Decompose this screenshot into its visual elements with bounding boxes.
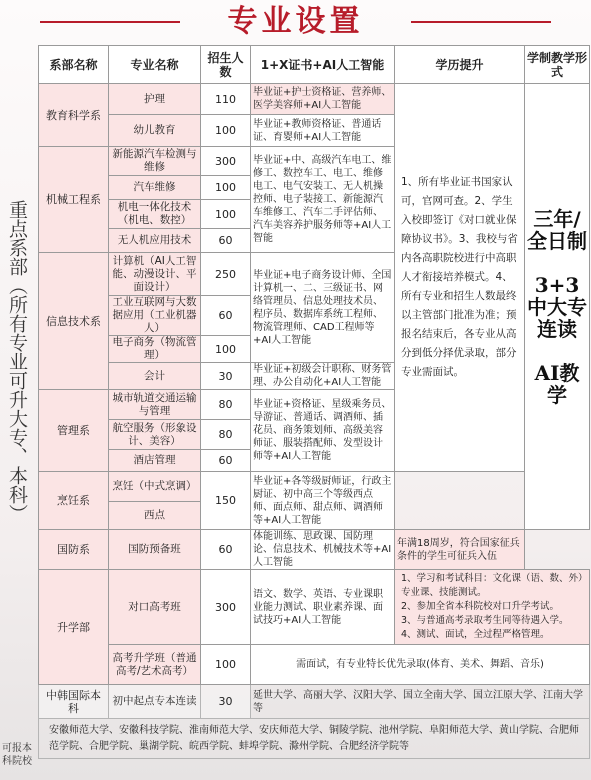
enroll-count: 30 — [201, 363, 251, 390]
major-name: 西点 — [109, 502, 201, 530]
study-mode — [525, 84, 590, 530]
major-name: 会计 — [109, 363, 201, 390]
table-row — [39, 570, 590, 645]
table-row — [39, 685, 590, 719]
program-table — [38, 45, 590, 759]
enroll-count: 100 — [201, 176, 251, 200]
enroll-count: 80 — [201, 420, 251, 450]
major-name: 计算机（AI人工智能、动漫设计、平面设计） — [109, 253, 201, 296]
header-dept: 系部名称 — [39, 46, 109, 84]
upgrade-note: 2、参加全省本科院校对口升学考试。 — [401, 601, 560, 612]
enroll-count: 100 — [201, 645, 251, 685]
dept-mechanical: 机械工程系 — [39, 147, 109, 253]
major-name: 汽车维修 — [109, 176, 201, 200]
dept-upgrade: 升学部 — [39, 570, 109, 685]
cert-text: 需面试，有专业特长优先录取(体育、美术、舞蹈、音乐) — [251, 645, 590, 685]
major-name: 电子商务（物流管理） — [109, 336, 201, 363]
dept-management: 管理系 — [39, 390, 109, 472]
enroll-count: 30 — [201, 685, 251, 719]
enroll-count: 100 — [201, 115, 251, 147]
enroll-count: 60 — [201, 450, 251, 472]
enroll-count: 60 — [201, 229, 251, 253]
cert-text: 毕业证+电子商务设计师、全国计算机一、二、三级证书、网络管理员、信息处理技术员、程序员、数据库系统工程师、物流管理师、CAD工程师等+AI人工智能 — [251, 253, 395, 363]
major-name: 幼儿教育 — [109, 115, 201, 147]
enroll-count: 150 — [201, 472, 251, 530]
major-name: 工业互联网与大数据应用（工业机器人） — [109, 296, 201, 336]
enroll-count: 60 — [201, 530, 251, 570]
table-row — [39, 472, 590, 502]
cert-text: 毕业证+初级会计职称、财务管理、办公自动化+AI人工智能 — [251, 363, 395, 390]
cert-text: 毕业证+资格证、星级乘务员、导游证、普通话、调酒师、插花员、商务策划师、高级美容师证、服装搭配师、发型设计师等+AI人工智能 — [251, 390, 395, 472]
defense-edu-text: 年满18周岁，符合国家征兵条件的学生可征兵入伍 — [395, 530, 525, 570]
mode-line2: 3+3中大专连读 — [527, 272, 587, 341]
korea-universities: 延世大学、高丽大学、汉阳大学、国立全南大学、国立江原大学、江南大学等 — [251, 685, 590, 719]
major-name: 酒店管理 — [109, 450, 201, 472]
cert-text: 毕业证+教师资格证、普通话证、育婴师+AI人工智能 — [251, 115, 395, 147]
cert-text: 体能训练、思政课、国防理论、信息技术、机械技术等+AI人工智能 — [251, 530, 395, 570]
table-row — [39, 645, 590, 685]
upgrade-note: 1、学习和考试科目：文化课（语、数、外）专业课、技能测试。 — [401, 573, 583, 598]
cert-text: 语文、数学、英语、专业课职业能力测试、职业素养课、面试技巧+AI人工智能 — [251, 570, 395, 645]
major-name: 护理 — [109, 84, 201, 115]
enroll-count: 250 — [201, 253, 251, 296]
upgrade-note: 3、与普通高考录取考生同等待遇入学。 — [401, 615, 569, 626]
dept-education: 教育科学系 — [39, 84, 109, 147]
cert-text: 毕业证+中、高级汽车电工、维修工、数控车工、电工、维修电工、电气安装工、无人机操控师、电子装接工、新能源汽车维修工、汽车二手评估师、汽车美容养护服务师等+AI人工智能 — [251, 147, 395, 253]
mode-line3: AI教学 — [534, 360, 580, 407]
dept-defense: 国防系 — [39, 530, 109, 570]
upgrade-notes — [395, 570, 590, 645]
header-row — [39, 46, 590, 84]
major-name: 对口高考班 — [109, 570, 201, 645]
key-departments-label: 重点系部（所有专业可升大专、本科） — [6, 200, 28, 523]
cert-text: 毕业证+各等级厨师证，行政主厨证、初中高三个等级西点师、面点师、甜点师、调酒师等+AI人工智能 — [251, 472, 395, 530]
enroll-count: 300 — [201, 570, 251, 645]
enroll-count: 110 — [201, 84, 251, 115]
enroll-count: 300 — [201, 147, 251, 176]
enroll-count: 80 — [201, 390, 251, 420]
header-enroll: 招生人数 — [201, 46, 251, 84]
cert-text: 毕业证+护士资格证、营养师、医学美容师+AI人工智能 — [251, 84, 395, 115]
table-row — [39, 719, 590, 759]
education-upgrade-text: 1、所有毕业证书国家认可，官网可查。2、学生入校即签订《对口就业保障协议书》。3、我校与省内各高职院校进行中高职人才衔接培养模式。4、所有专业和招生人数最终以主管部门批准为准；预报名结束后，各专业从高分到低分择优录取，部分专业需面试。 — [395, 84, 525, 472]
dept-korea: 中韩国际本科 — [39, 685, 109, 719]
major-name: 新能源汽车检测与维修 — [109, 147, 201, 176]
major-name: 国防预备班 — [109, 530, 201, 570]
major-name: 烹饪（中式烹调） — [109, 472, 201, 502]
enroll-count: 100 — [201, 200, 251, 229]
table-row — [39, 530, 590, 570]
dept-it: 信息技术系 — [39, 253, 109, 390]
enroll-count: 100 — [201, 336, 251, 363]
major-name: 初中起点专本连读 — [109, 685, 201, 719]
major-name: 无人机应用技术 — [109, 229, 201, 253]
header-cert: 1+X证书+AI人工智能 — [251, 46, 395, 84]
header-major: 专业名称 — [109, 46, 201, 84]
major-name: 高考升学班（普通高考/艺术高考） — [109, 645, 201, 685]
upgrade-note: 4、测试、面试，全过程严格管理。 — [401, 629, 550, 640]
enroll-count: 60 — [201, 296, 251, 336]
page-title: 专业设置 — [0, 0, 591, 44]
table-row — [39, 84, 590, 115]
major-name: 机电一体化技术（机电、数控） — [109, 200, 201, 229]
header-edu: 学历提升 — [395, 46, 525, 84]
major-name: 航空服务（形象设计、美容） — [109, 420, 201, 450]
major-name: 城市轨道交通运输与管理 — [109, 390, 201, 420]
undergrad-schools-label: 可报本科院校 — [2, 743, 32, 767]
undergrad-universities: 安徽师范大学、安徽科技学院、淮南师范大学、安庆师范大学、铜陵学院、池州学院、阜阳师范大学、黄山学院、合肥师范学院、合肥学院、巢湖学院、皖西学院、蚌埠学院、滁州学院、合肥经济学院等 — [39, 719, 590, 759]
dept-cooking: 烹饪系 — [39, 472, 109, 530]
header-mode: 学制教学形式 — [525, 46, 590, 84]
mode-line1: 三年/全日制 — [527, 206, 587, 253]
